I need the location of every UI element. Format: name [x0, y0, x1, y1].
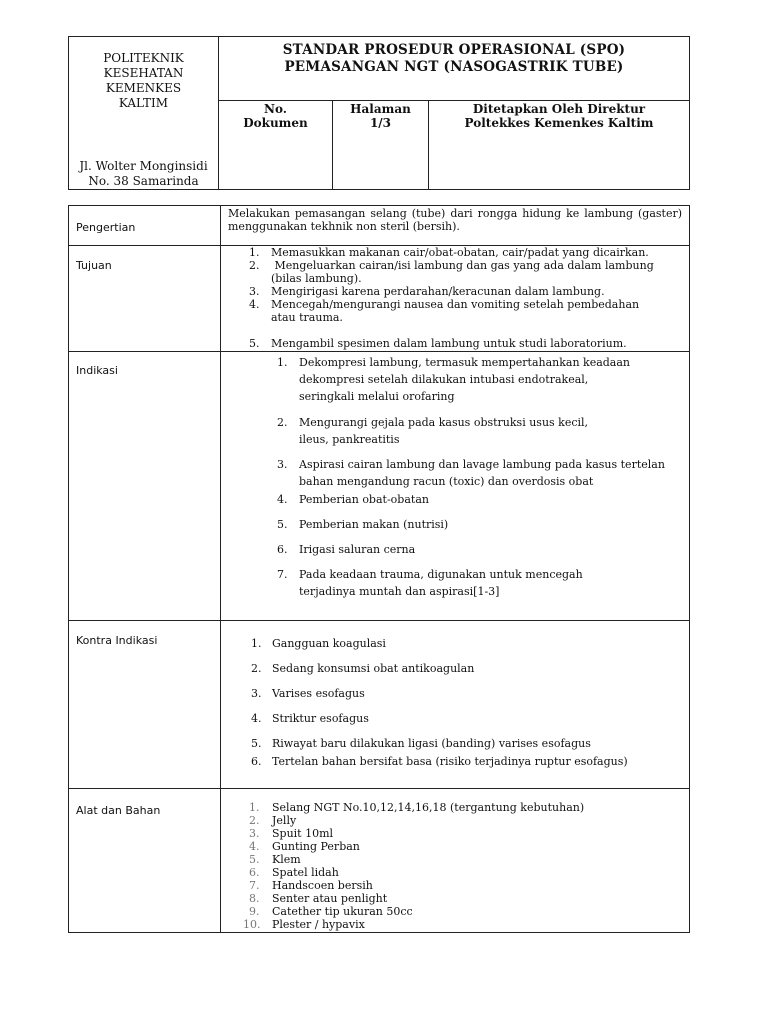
- row-kontra-indikasi: [69, 621, 689, 789]
- list-item: 4. Striktur esofagus: [251, 712, 369, 725]
- label-kontra-indikasi: Kontra Indikasi: [69, 621, 221, 788]
- page-number-cell: Halaman 1/3: [333, 101, 429, 189]
- list-item: 8. Senter atau penlight: [249, 892, 388, 905]
- list-item: 7. Pada keadaan trauma, digunakan untuk mencegah terjadinya muntah dan aspirasi[1-3]: [277, 568, 583, 598]
- procedure-table: [68, 205, 690, 933]
- list-item: 6. Tertelan bahan bersifat basa (risiko terjadinya ruptur esofagus): [251, 755, 628, 768]
- list-item: 3. Spuit 10ml: [249, 827, 334, 840]
- document-number-cell: No. Dokumen: [219, 101, 333, 189]
- list-item: 1. Selang NGT No.10,12,14,16,18 (tergantung kebutuhan): [249, 801, 585, 814]
- list-item: 4. Pemberian obat-obatan: [277, 493, 429, 506]
- list-item: 1. Gangguan koagulasi: [251, 637, 386, 650]
- list-item: 5. Mengambil spesimen dalam lambung untuk studi laboratorium.: [249, 337, 627, 350]
- content-kontra-indikasi: [221, 621, 689, 788]
- list-item: 4. Mencegah/mengurangi nausea dan vomiting setelah pembedahan atau trauma.: [249, 298, 640, 324]
- content-pengertian: Melakukan pemasangan selang (tube) dari rongga hidung ke lambung (gaster) menggunakan tekhnik non steril (bersih).: [228, 207, 682, 233]
- content-alat-dan-bahan: [221, 789, 689, 932]
- institution-address: Jl. Wolter Monginsidi No. 38 Samarinda: [79, 159, 208, 188]
- row-pengertian: [69, 206, 689, 246]
- list-item: 1. Dekompresi lambung, termasuk mempertahankan keadaan dekompresi setelah dilakukan intubasi endotrakeal, seringkali melalui orofaring: [277, 356, 631, 403]
- row-indikasi: [69, 352, 689, 621]
- institution-cell: [69, 37, 219, 189]
- content-tujuan: [221, 246, 689, 351]
- list-item: 3. Mengirigasi karena perdarahan/keracunan dalam lambung.: [249, 285, 605, 298]
- label-pengertian: Pengertian: [69, 206, 221, 245]
- label-indikasi: Indikasi: [69, 352, 221, 620]
- row-alat-dan-bahan: [69, 789, 689, 932]
- list-item: 2. Jelly: [249, 814, 297, 827]
- list-item: 2. Mengeluarkan cairan/isi lambung dan gas yang ada dalam lambung (bilas lambung).: [249, 259, 654, 285]
- list-item: 10. Plester / hypavix: [243, 918, 365, 931]
- list-item: 3. Varises esofagus: [251, 687, 365, 700]
- list-item: 6. Irigasi saluran cerna: [277, 543, 416, 556]
- approved-by-cell: Ditetapkan Oleh Direktur Poltekkes Kemenkes Kaltim: [464, 102, 654, 130]
- list-item: 5. Klem: [249, 853, 301, 866]
- list-item: 9. Catether tip ukuran 50cc: [249, 905, 413, 918]
- list-item: 5. Riwayat baru dilakukan ligasi (banding) varises esofagus: [251, 737, 591, 750]
- list-item: 1. Memasukkan makanan cair/obat-obatan, cair/padat yang dicairkan.: [249, 246, 649, 259]
- content-indikasi: [221, 352, 689, 620]
- row-tujuan: [69, 246, 689, 352]
- label-alat-dan-bahan: Alat dan Bahan: [69, 789, 221, 932]
- label-tujuan: Tujuan: [69, 246, 221, 351]
- list-item: 7. Handscoen bersih: [249, 879, 373, 892]
- list-item: 6. Spatel lidah: [249, 866, 339, 879]
- institution-name: POLITEKNIK KESEHATAN KEMENKES KALTIM: [103, 51, 184, 110]
- list-item: 5. Pemberian makan (nutrisi): [277, 518, 449, 531]
- list-item: 3. Aspirasi cairan lambung dan lavage lambung pada kasus tertelan bahan mengandung racun (toxic) dan overdosis obat: [277, 458, 665, 488]
- list-item: 2. Sedang konsumsi obat antikoagulan: [251, 662, 475, 675]
- list-item: 2. Mengurangi gejala pada kasus obstruksi usus kecil, ileus, pankreatitis: [277, 416, 589, 446]
- header-table: [68, 36, 690, 190]
- document-title: STANDAR PROSEDUR OPERASIONAL (SPO) PEMASANGAN NGT (NASOGASTRIK TUBE): [219, 37, 689, 101]
- list-item: 4. Gunting Perban: [249, 840, 360, 853]
